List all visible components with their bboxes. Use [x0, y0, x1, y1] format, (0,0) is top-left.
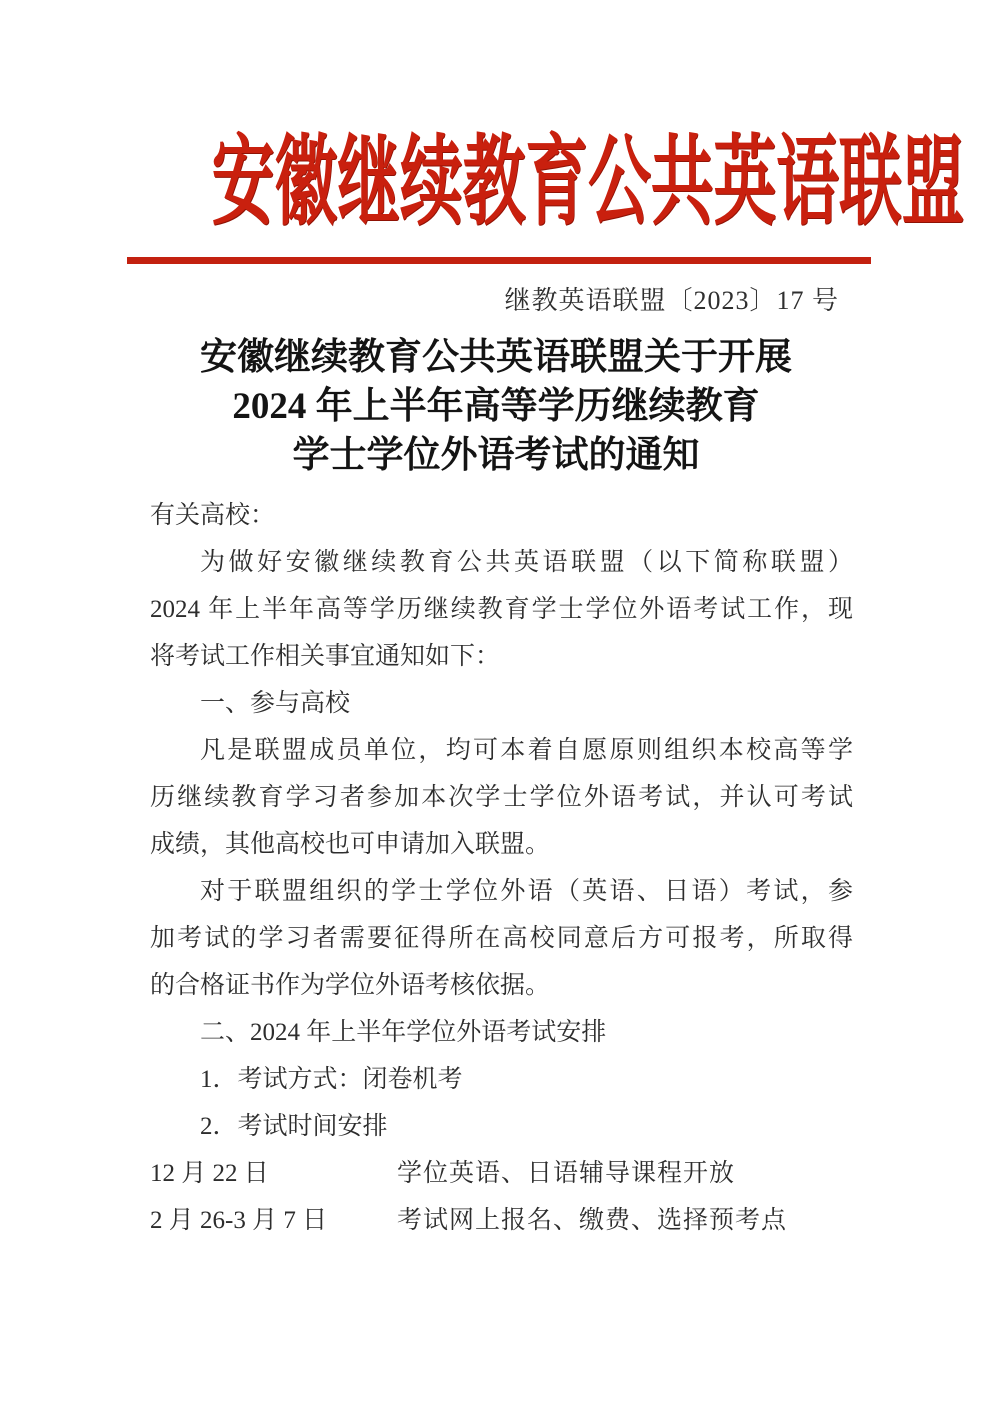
body-line: 成绩，其他高校也可申请加入联盟。 — [150, 831, 551, 858]
body-line: 加考试的学习者需要征得所在高校同意后方可报考，所取得 — [150, 925, 853, 952]
title-line-1: 安徽继续教育公共英语联盟关于开展 — [200, 337, 792, 378]
schedule-row — [150, 1197, 853, 1244]
body-line: 二、2024 年上半年学位外语考试安排 — [200, 1019, 607, 1046]
body-line: 1．考试方式：闭卷机考 — [200, 1066, 463, 1093]
body-line: 将考试工作相关事宜通知如下： — [150, 643, 501, 670]
body-line: 凡是联盟成员单位，均可本着自愿原则组织本校高等学 — [200, 737, 853, 764]
title-line-2: 2024 年上半年高等学历继续教育 — [232, 386, 760, 427]
body-line: 有关高校： — [150, 502, 276, 529]
body-line: 的合格证书作为学位外语考核依据。 — [150, 972, 551, 999]
schedule-date: 12 月 22 日 — [150, 1160, 269, 1187]
masthead — [0, 129, 992, 237]
document-title — [0, 333, 992, 480]
document-number: 继教英语联盟〔2023〕17 号 — [504, 286, 839, 315]
body-line: 对于联盟组织的学士学位外语（英语、日语）考试，参 — [200, 878, 853, 905]
body-line: 2．考试时间安排 — [200, 1113, 388, 1140]
schedule-date: 2 月 26-3 月 7 日 — [150, 1207, 328, 1234]
body-line: 历继续教育学习者参加本次学士学位外语考试，并认可考试 — [150, 784, 853, 811]
body-line: 为做好安徽继续教育公共英语联盟（以下简称联盟） — [200, 549, 853, 576]
body-lines — [150, 492, 853, 1244]
body-line: 一、参与高校 — [200, 690, 351, 717]
masthead-rule — [127, 257, 871, 264]
schedule-event: 考试网上报名、缴费、选择预考点 — [397, 1207, 788, 1234]
org-name-masthead: 安徽继续教育公共英语联盟 — [211, 129, 965, 237]
title-line-3: 学士学位外语考试的通知 — [292, 435, 700, 476]
schedule-event: 学位英语、日语辅导课程开放 — [397, 1160, 736, 1187]
schedule-row — [150, 1150, 853, 1197]
body-line: 2024 年上半年高等学历继续教育学士学位外语考试工作，现 — [150, 596, 853, 623]
